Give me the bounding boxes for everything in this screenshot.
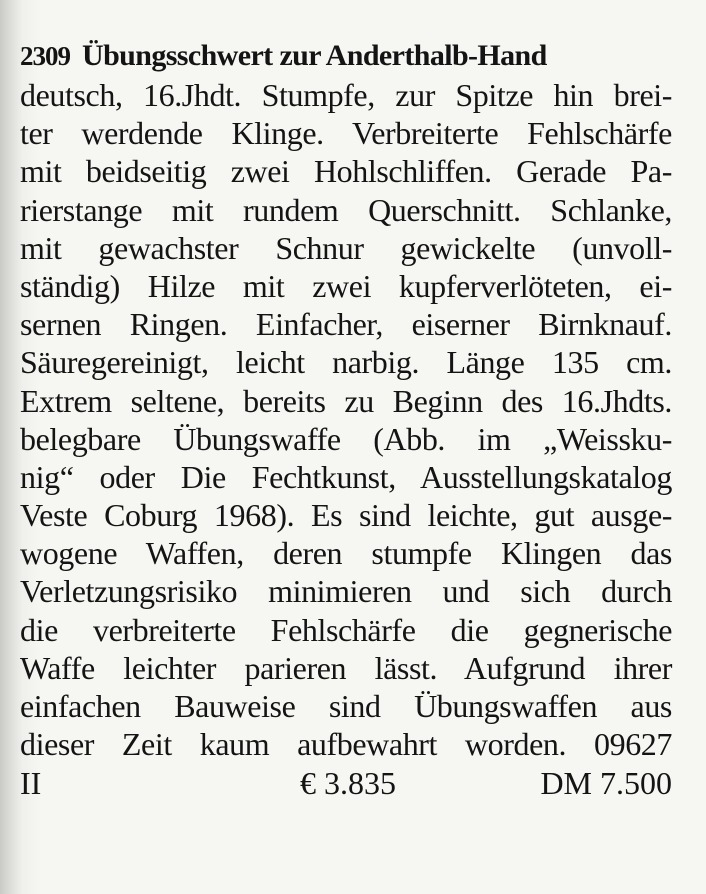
- price-dm: DM 7.500: [540, 765, 672, 802]
- description-line: dieser Zeit kaum aufbewahrt worden. 09627: [20, 726, 672, 763]
- description-line: die verbreiterte Fehlschärfe die gegnerische: [20, 611, 672, 648]
- lot-headline: [20, 36, 672, 76]
- description-line: mit gewachster Schnur gewickelte (unvoll-: [20, 229, 672, 266]
- description-line: sernen Ringen. Einfacher, eiserner Birnknauf.: [20, 306, 672, 343]
- description-line: Säuregereinigt, leicht narbig. Länge 135 cm.: [20, 344, 672, 381]
- bleed-through-text: [30, 0, 670, 22]
- description-line: ständig) Hilze mit zwei kupferverlöteten, ei-: [20, 267, 672, 304]
- description-line: nig“ oder Die Fechtkunst, Ausstellungskatalog: [20, 458, 672, 495]
- lot-number: 2309: [20, 41, 70, 71]
- price-euro: € 3.835: [300, 765, 396, 802]
- description-line: wogene Waffen, deren stumpfe Klingen das: [20, 535, 672, 572]
- description-line: Veste Coburg 1968). Es sind leichte, gut ausge-: [20, 497, 672, 534]
- price-row: [20, 763, 672, 803]
- condition-grade: II: [20, 765, 42, 802]
- description-line: Extrem seltene, bereits zu Beginn des 16.Jhdts.: [20, 382, 672, 419]
- description-line: deutsch, 16.Jhdt. Stumpfe, zur Spitze hin brei-: [20, 77, 672, 113]
- description-line: rierstange mit rundem Querschnitt. Schlanke,: [20, 191, 672, 228]
- lot-entry: [20, 36, 672, 803]
- description-line: Waffe leichter parieren lässt. Aufgrund ihrer: [20, 649, 672, 686]
- lot-title: Übungsschwert zur Anderthalb-Hand: [82, 39, 547, 72]
- description-line: ter werdende Klinge. Verbreiterte Fehlschärfe: [20, 115, 672, 152]
- description-line: einfachen Bauweise sind Übungswaffen aus: [20, 688, 672, 724]
- description-line: mit beidseitig zwei Hohlschliffen. Gerade Pa-: [20, 153, 672, 190]
- description-line: Verletzungsrisiko minimieren und sich durch: [20, 573, 672, 610]
- description-line: belegbare Übungswaffe (Abb. im „Weissku-: [20, 420, 672, 457]
